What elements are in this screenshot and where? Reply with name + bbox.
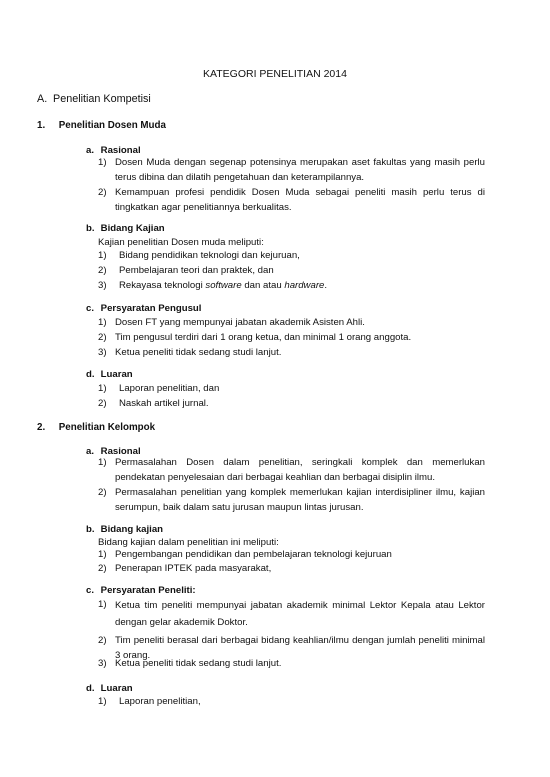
list-item: 3) Ketua peneliti tidak sedang studi lanjut. [98,658,282,669]
list-item: 1) Dosen Muda dengan segenap potensinya merupakan aset fakultas yang masih perlu terus dibina dan dilatih pengetahuan dan keterampilannya. [98,157,485,183]
s1-bidang-kajian-intro: Kajian penelitian Dosen muda meliputi: [98,237,264,248]
subsection-1-label: Penelitian Dosen Muda [58,120,166,131]
section-a-heading: A. Penelitian Kompetisi [37,93,151,105]
s2-rasional-heading: a. Rasional [86,446,141,457]
s1-luaran-heading: d. Luaran [86,369,133,380]
page-title: KATEGORI PENELITIAN 2014 [203,68,347,80]
list-item: 2) Tim peneliti berasal dari berbagai bidang keahlian/ilmu dengan jumlah peneliti minimal 3 orang. [98,635,485,661]
section-a-label: Penelitian Kompetisi [53,93,151,105]
s1-bidang-kajian-heading: b. Bidang Kajian [86,223,165,234]
list-item: 1) Permasalahan Dosen dalam penelitian, seringkali komplek dan memerlukan pendekatan penyelesaian dari berbagai keahlian dan berbagai disiplin ilmu. [98,457,485,483]
list-item: 3) Ketua peneliti tidak sedang studi lanjut. [98,347,282,358]
s2-bidang-kajian-intro: Bidang kajian dalam penelitian ini meliputi: [98,537,279,548]
list-item: 2) Naskah artikel jurnal. [98,398,209,409]
list-item: 1) Laporan penelitian, [98,696,201,707]
list-item: 2) Penerapan IPTEK pada masyarakat, [98,563,272,574]
list-item: 2) Tim pengusul terdiri dari 1 orang ketua, dan minimal 1 orang anggota. [98,332,412,343]
subsection-1-heading: 1. Penelitian Dosen Muda [37,120,166,131]
s2-persyaratan-heading: c. Persyaratan Peneliti: [86,585,196,596]
list-item: 1) Dosen FT yang mempunyai jabatan akademik Asisten Ahli. [98,317,365,328]
s1-persyaratan-heading: c. Persyaratan Pengusul [86,303,202,314]
list-item: 1) Pengembangan pendidikan dan pembelajaran teknologi kejuruan [98,549,392,560]
list-item: 2) Permasalahan penelitian yang komplek memerlukan kajian interdisipliner ilmu, kajian serumpun, baik dalam satu jurusan maupun lintas jurusan. [98,487,485,513]
subsection-2-heading: 2. Penelitian Kelompok [37,422,156,433]
s1-rasional-heading: a. Rasional [86,145,141,156]
list-item: 2) Kemampuan profesi pendidik Dosen Muda sebagai peneliti masih perlu terus di tingkatkan agar penelitiannya berkualitas. [98,187,485,213]
list-item: 2) Pembelajaran teori dan praktek, dan [98,265,274,276]
list-item: 1) Laporan penelitian, dan [98,383,220,394]
list-item: 1) Ketua tim peneliti mempunyai jabatan akademik minimal Lektor Kepala atau Lektor dengan gelar akademik Doktor. [98,599,485,628]
s2-bidang-kajian-heading: b. Bidang kajian [86,524,164,535]
subsection-2-label: Penelitian Kelompok [58,422,156,433]
list-item: 1) Bidang pendidikan teknologi dan kejuruan, [98,250,300,261]
list-item: 3) Rekayasa teknologi software dan atau hardware. [98,280,328,291]
s2-luaran-heading: d. Luaran [86,683,133,694]
